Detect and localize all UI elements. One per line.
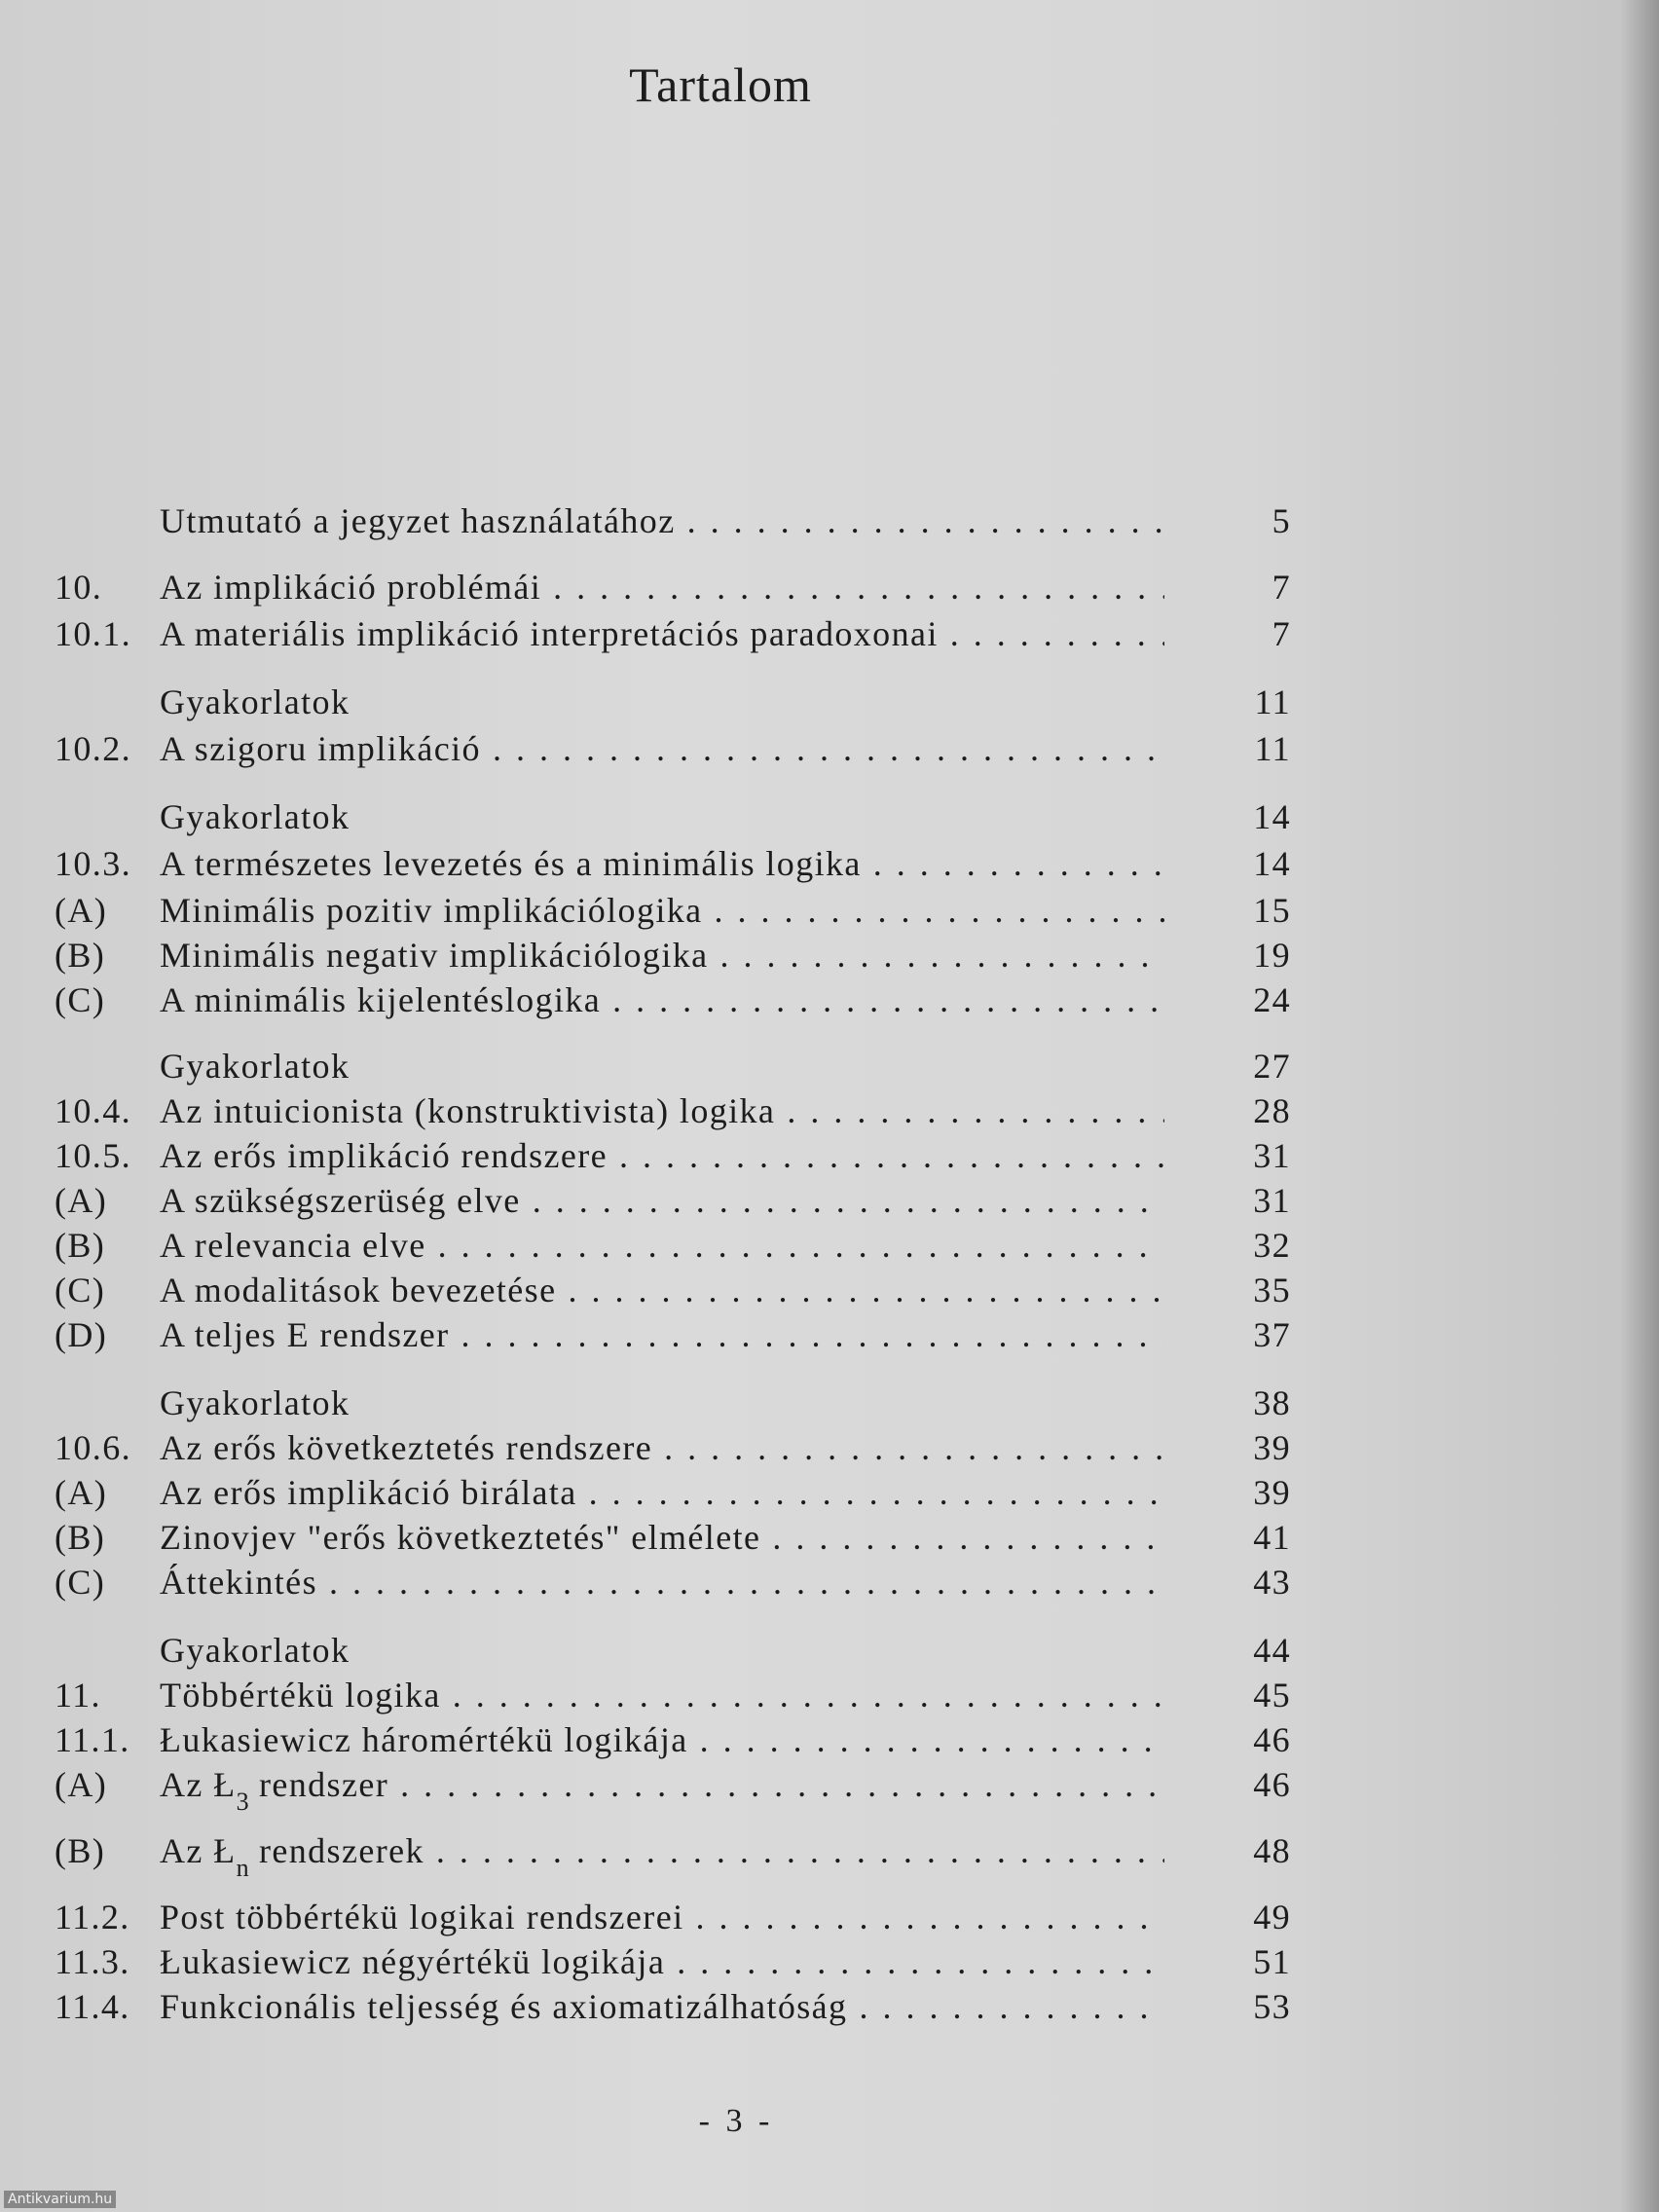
page-number: - 3 - xyxy=(698,2103,774,2139)
toc-entry-number: 10.4. xyxy=(55,1091,131,1130)
toc-entry-title-text: A relevancia elve xyxy=(160,1226,426,1265)
toc-entry-title xyxy=(160,1893,1164,1941)
toc-entry-page: 46 xyxy=(1253,1765,1291,1804)
toc-entry-title xyxy=(160,1468,1164,1517)
toc-entry-title xyxy=(160,609,1164,658)
toc-entry-title-text: A minimális kijelentéslogika xyxy=(160,980,602,1019)
toc-entry-title xyxy=(160,1558,1164,1606)
toc-entry-number: 11.1. xyxy=(55,1720,130,1759)
toc-entry xyxy=(55,1626,1291,1675)
toc-entry-number: 10.5. xyxy=(55,1136,131,1175)
toc-entry-page: 37 xyxy=(1253,1315,1291,1354)
toc-entry xyxy=(55,1176,1291,1225)
toc-entry-title xyxy=(160,886,1164,935)
toc-entry xyxy=(55,1221,1291,1270)
toc-entry xyxy=(55,724,1291,773)
toc-entry-page: 28 xyxy=(1253,1091,1291,1130)
toc-entry xyxy=(55,1937,1291,1986)
toc-entry-number: (B) xyxy=(55,936,106,975)
toc-entry-number: 10. xyxy=(55,568,103,607)
toc-entry-number: 10.1. xyxy=(55,614,131,653)
toc-entry-page: 35 xyxy=(1253,1271,1291,1309)
toc-entry-title-text: A teljes E rendszer xyxy=(160,1315,450,1354)
page-title: Tartalom xyxy=(629,57,812,112)
toc-entry-title-text: Gyakorlatok xyxy=(160,797,350,836)
toc-entry-title xyxy=(160,1982,1164,2031)
toc-entry-page: 39 xyxy=(1253,1473,1291,1512)
toc-entry-number: (B) xyxy=(55,1831,106,1870)
toc-entry-title-text: Gyakorlatok xyxy=(160,682,350,721)
toc-entry-page: 15 xyxy=(1253,891,1291,930)
toc-entry-title xyxy=(160,839,1164,888)
toc-entry-page: 14 xyxy=(1253,797,1291,836)
toc-entry xyxy=(55,976,1291,1024)
toc-entry-number: 11. xyxy=(55,1676,101,1714)
toc-entry xyxy=(55,678,1291,726)
toc-entry-title-text: Az Ł xyxy=(160,1831,237,1870)
toc-entry xyxy=(55,1893,1291,1941)
toc-entry xyxy=(55,497,1291,545)
toc-entry-page: 45 xyxy=(1253,1676,1291,1714)
toc-entry-title xyxy=(160,1131,1164,1180)
toc-entry-title xyxy=(160,1423,1164,1472)
toc-entry-title-text: Az erős következtetés rendszere xyxy=(160,1428,653,1467)
toc-entry-page: 24 xyxy=(1253,980,1291,1019)
toc-entry xyxy=(55,1087,1291,1135)
toc-entry-page: 7 xyxy=(1272,614,1291,653)
toc-entry-number: (B) xyxy=(55,1518,106,1557)
toc-entry-title xyxy=(160,724,1164,773)
toc-entry-page: 11 xyxy=(1254,682,1291,721)
toc-entry-page: 48 xyxy=(1253,1831,1291,1870)
toc-entry-title-text: Zinovjev "erős következtetés" elmélete xyxy=(160,1518,761,1557)
toc-entry-title-text: Az implikáció problémái xyxy=(160,568,542,607)
toc-entry-title xyxy=(160,793,1164,841)
toc-entry-number: (A) xyxy=(55,1181,108,1220)
toc-entry-title xyxy=(160,1379,1164,1427)
toc-entry-title xyxy=(160,1087,1164,1135)
toc-entry-page: 46 xyxy=(1253,1720,1291,1759)
toc-entry-number: (C) xyxy=(55,1563,106,1602)
toc-entry xyxy=(55,1379,1291,1427)
toc-entry-title xyxy=(160,1760,1164,1813)
toc-entry-page: 7 xyxy=(1272,568,1291,607)
toc-entry-number: 10.3. xyxy=(55,844,131,883)
toc-entry xyxy=(55,839,1291,888)
toc-entry-number: (A) xyxy=(55,891,108,930)
toc-entry-title-text: A modalitások bevezetése xyxy=(160,1271,557,1309)
toc-entry xyxy=(55,1468,1291,1517)
toc-entry-number: 10.2. xyxy=(55,729,131,768)
toc-entry-page: 19 xyxy=(1253,936,1291,975)
toc-entry xyxy=(55,1423,1291,1472)
toc-entry-number: 11.2. xyxy=(55,1898,130,1936)
toc-entry-title xyxy=(160,678,1164,726)
toc-entry xyxy=(55,1131,1291,1180)
toc-entry-title-text: A szükségszerüség elve xyxy=(160,1181,521,1220)
toc-entry xyxy=(55,1266,1291,1314)
toc-entry xyxy=(55,1558,1291,1606)
toc-entry-title-text: A szigoru implikáció xyxy=(160,729,481,768)
toc-entry-page: 41 xyxy=(1253,1518,1291,1557)
toc-entry-page: 39 xyxy=(1253,1428,1291,1467)
toc-entry-page: 27 xyxy=(1253,1047,1291,1086)
toc-entry-title-text: Funkcionális teljesség és axiomatizálhatóság xyxy=(160,1987,848,2026)
toc-entry-page: 44 xyxy=(1253,1631,1291,1670)
toc-entry-title xyxy=(160,1042,1164,1090)
toc-entry-title xyxy=(160,1176,1164,1225)
toc-entry-title-text: Áttekintés xyxy=(160,1563,317,1602)
toc-entry-title xyxy=(160,563,1164,611)
toc-entry-title xyxy=(160,976,1164,1024)
toc-entry xyxy=(55,1042,1291,1090)
toc-entry-title-text: Post többértékü logikai rendszerei xyxy=(160,1898,684,1936)
toc-entry-title xyxy=(160,1513,1164,1562)
toc-entry xyxy=(55,1671,1291,1719)
toc-entry xyxy=(55,563,1291,611)
toc-entry xyxy=(55,886,1291,935)
toc-entry-title-text: Az erős implikáció birálata xyxy=(160,1473,577,1512)
toc-entry-page: 51 xyxy=(1253,1942,1291,1981)
toc-entry-page: 49 xyxy=(1253,1898,1291,1936)
toc-entry-title-text: Többértékü logika xyxy=(160,1676,441,1714)
toc-entry-page: 31 xyxy=(1253,1181,1291,1220)
toc-entry-title xyxy=(160,1826,1164,1879)
toc-entry-title xyxy=(160,1626,1164,1675)
toc-entry xyxy=(55,1310,1291,1359)
toc-entry-title-text: A materiális implikáció interpretációs paradoxonai xyxy=(160,614,939,653)
toc-entry-page: 5 xyxy=(1272,501,1291,540)
toc-entry-title xyxy=(160,1266,1164,1314)
toc-entry-number: 11.4. xyxy=(55,1987,130,2026)
toc-entry xyxy=(55,1760,1291,1813)
toc-entry xyxy=(55,1513,1291,1562)
toc-entry-title xyxy=(160,1715,1164,1764)
toc-entry-title-text: Łukasiewicz négyértékü logikája xyxy=(160,1942,666,1981)
toc-entry-title-text: Utmutató a jegyzet használatához xyxy=(160,501,676,540)
toc-entry-title xyxy=(160,497,1164,545)
toc-entry-title xyxy=(160,931,1164,979)
toc-entry-number: (A) xyxy=(55,1765,108,1804)
toc-entry-number: (D) xyxy=(55,1315,108,1354)
toc-entry xyxy=(55,931,1291,979)
toc-entry xyxy=(55,1715,1291,1764)
watermark: Antikvarium.hu xyxy=(4,2191,116,2208)
toc-entry-page: 11 xyxy=(1254,729,1291,768)
toc-entry xyxy=(55,1982,1291,2031)
toc-entry-title xyxy=(160,1310,1164,1359)
toc-entry-title-text: Gyakorlatok xyxy=(160,1631,350,1670)
toc-entry-title-text: Gyakorlatok xyxy=(160,1047,350,1086)
toc-entry-page: 31 xyxy=(1253,1136,1291,1175)
toc-entry-number: (C) xyxy=(55,980,106,1019)
toc-entry-subscript: 3 xyxy=(236,1788,249,1813)
toc-entry-title-text: Az Ł xyxy=(160,1765,237,1804)
toc-entry-subscript: n xyxy=(236,1854,249,1879)
toc-entry-title-text: Az erős implikáció rendszere xyxy=(160,1136,608,1175)
toc-entry-title-text: Gyakorlatok xyxy=(160,1383,350,1422)
toc-entry-number: (B) xyxy=(55,1226,106,1265)
toc-entry-title-text: Minimális pozitiv implikációlogika xyxy=(160,891,703,930)
toc-entry xyxy=(55,609,1291,658)
toc-entry-title-text: Az intuicionista (konstruktivista) logika xyxy=(160,1091,776,1130)
toc-entry-title-text: Minimális negativ implikációlogika xyxy=(160,936,709,975)
toc-entry-number: (C) xyxy=(55,1271,106,1309)
toc-entry-title xyxy=(160,1671,1164,1719)
toc-entry-title xyxy=(160,1221,1164,1270)
toc-entry-page: 53 xyxy=(1253,1987,1291,2026)
toc-entry-title-text: A természetes levezetés és a minimális logika xyxy=(160,844,862,883)
toc-entry-page: 43 xyxy=(1253,1563,1291,1602)
toc-entry-title xyxy=(160,1937,1164,1986)
toc-entry-number: (A) xyxy=(55,1473,108,1512)
toc-entry xyxy=(55,793,1291,841)
toc-entry-page: 32 xyxy=(1253,1226,1291,1265)
toc-entry xyxy=(55,1826,1291,1879)
toc-entry-number: 10.6. xyxy=(55,1428,131,1467)
toc-entry-page: 14 xyxy=(1253,844,1291,883)
toc-entry-title-text: Łukasiewicz háromértékü logikája xyxy=(160,1720,688,1759)
toc-entry-page: 38 xyxy=(1253,1383,1291,1422)
toc-entry-number: 11.3. xyxy=(55,1942,130,1981)
toc-entry-title-text: rendszer xyxy=(248,1765,389,1804)
toc-entry-title-text: rendszerek xyxy=(248,1831,424,1870)
